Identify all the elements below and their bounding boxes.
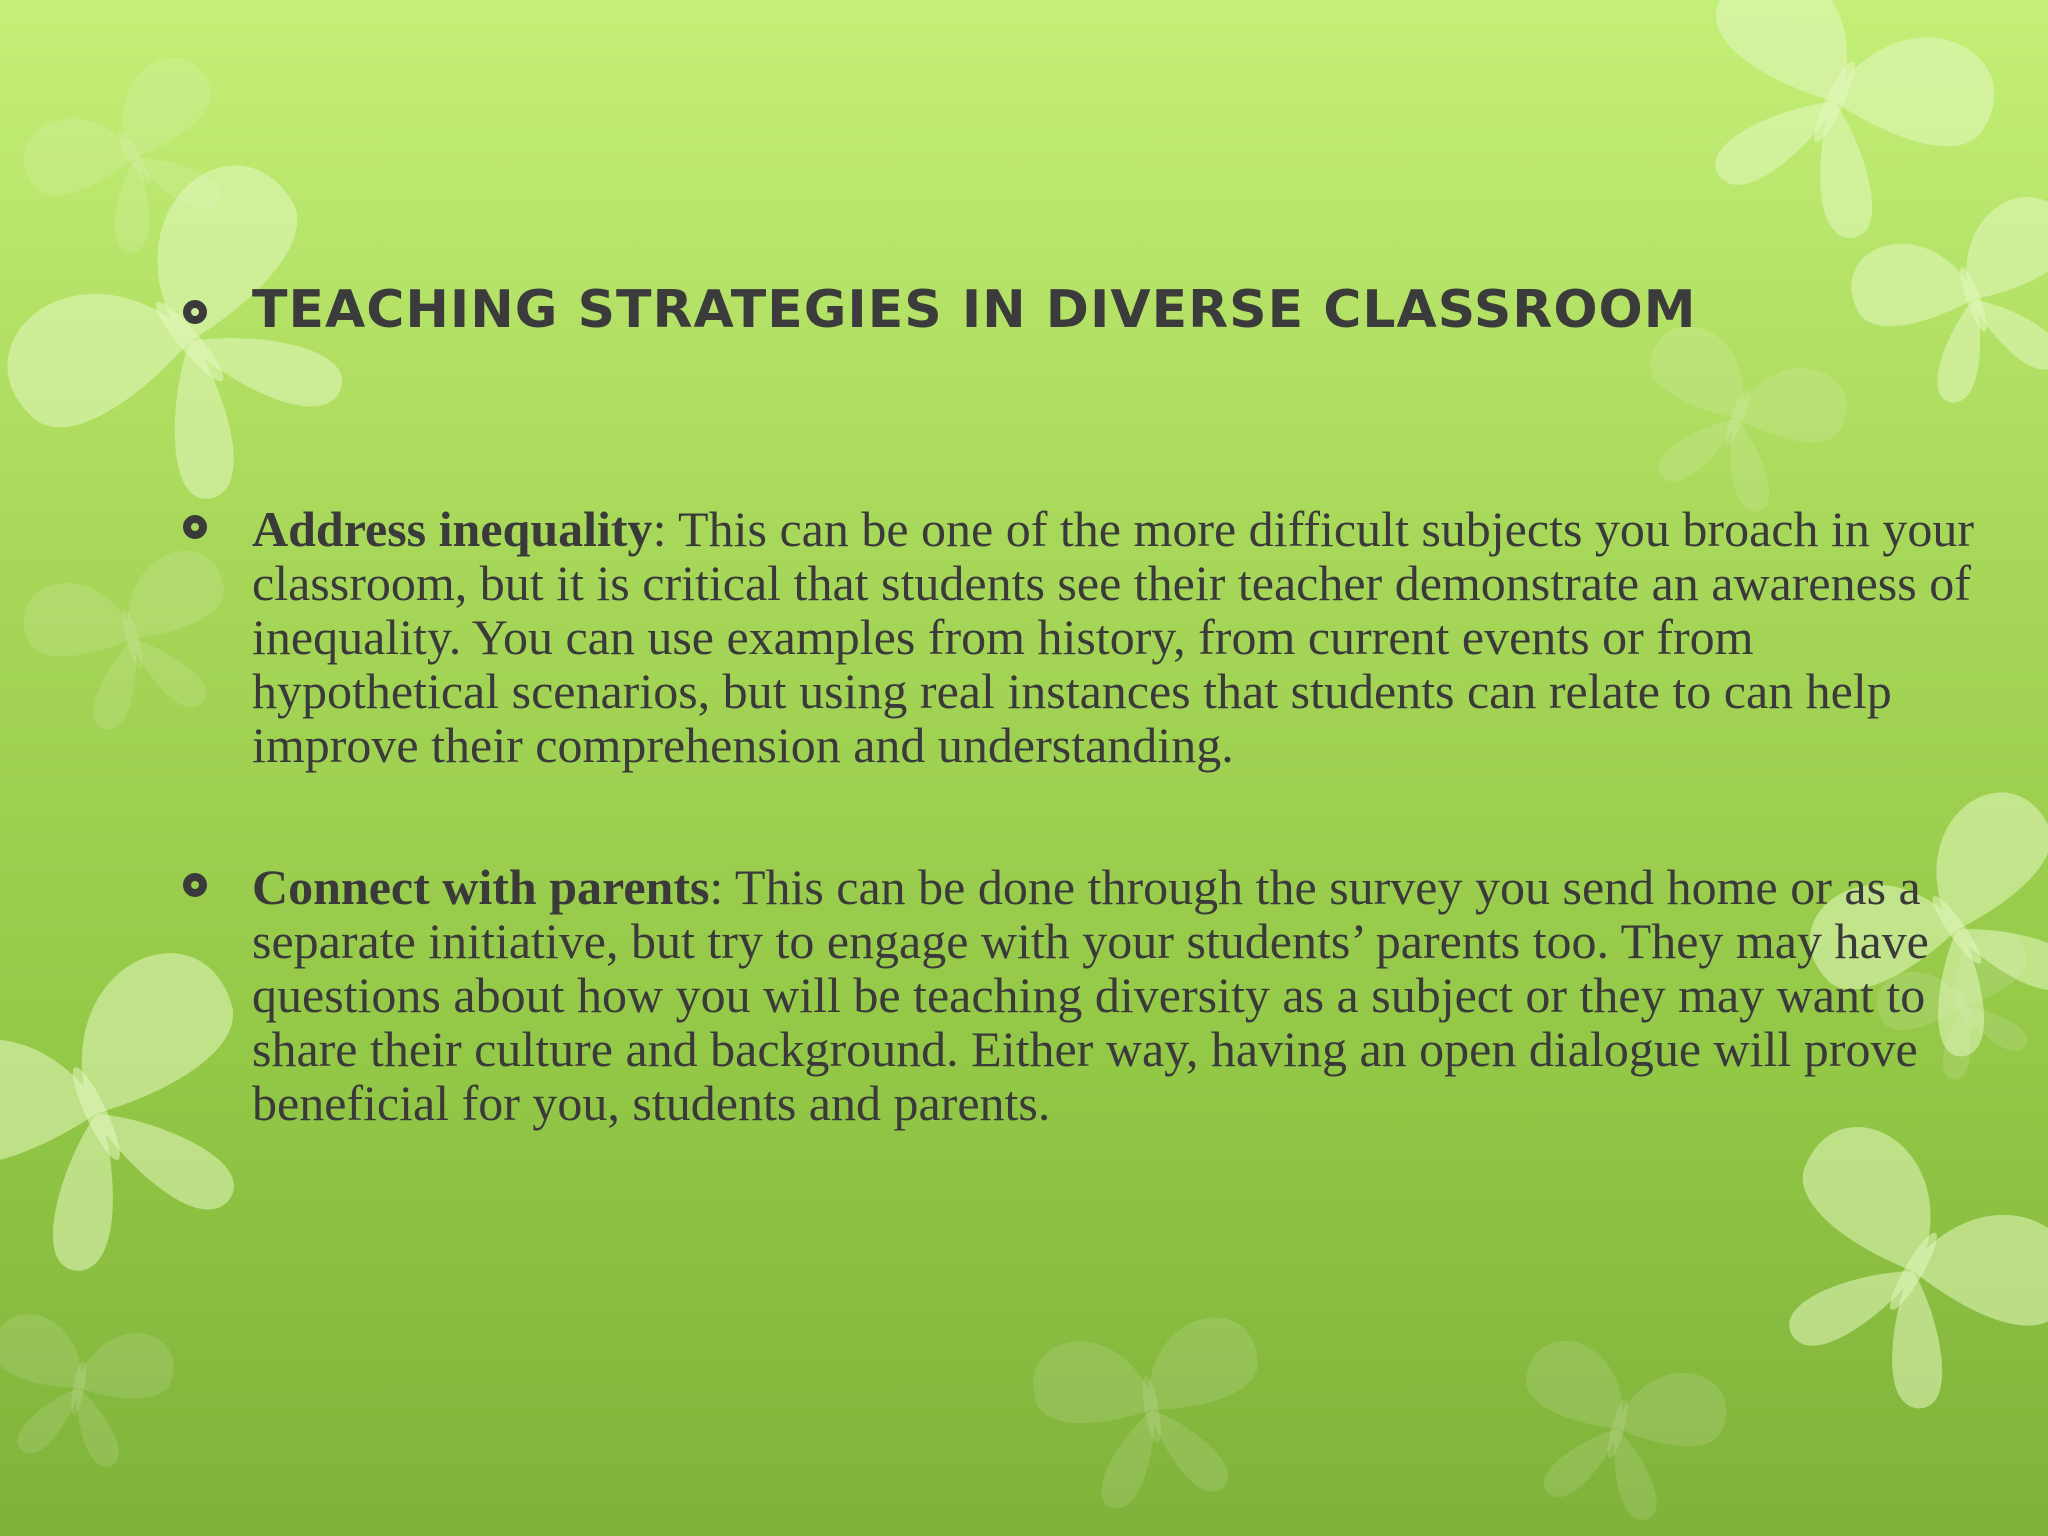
bullet-text: : This can be one of the more difficult subjects you broach in your classroom, but it is critical that students see their teacher demonstrate an awareness of inequality. You can use examples from history, from current events or from hypothetical scenarios, but using real instances that students can relate to can help improve their comprehension and understanding. [252,501,1974,773]
bullet-ring-icon [183,300,207,324]
slide-title: TEACHING STRATEGIES IN DIVERSE CLASSROOM [252,280,1697,340]
bullet-item [252,860,2002,1130]
bullet-item [252,502,2002,772]
bullet-ring-icon [183,873,207,897]
bullet-term: Address inequality [252,501,653,557]
bullet-text: : This can be done through the survey you send home or as a separate initiative, but try to engage with your students’ parents too. They may have questions about how you will be teaching diversity as a subject or they may want to share their culture and background. Either way, having an open dialogue will prove beneficial for you, students and parents. [252,859,1929,1131]
bullet-term: Connect with parents [252,859,710,915]
bullet-ring-icon [183,515,207,539]
